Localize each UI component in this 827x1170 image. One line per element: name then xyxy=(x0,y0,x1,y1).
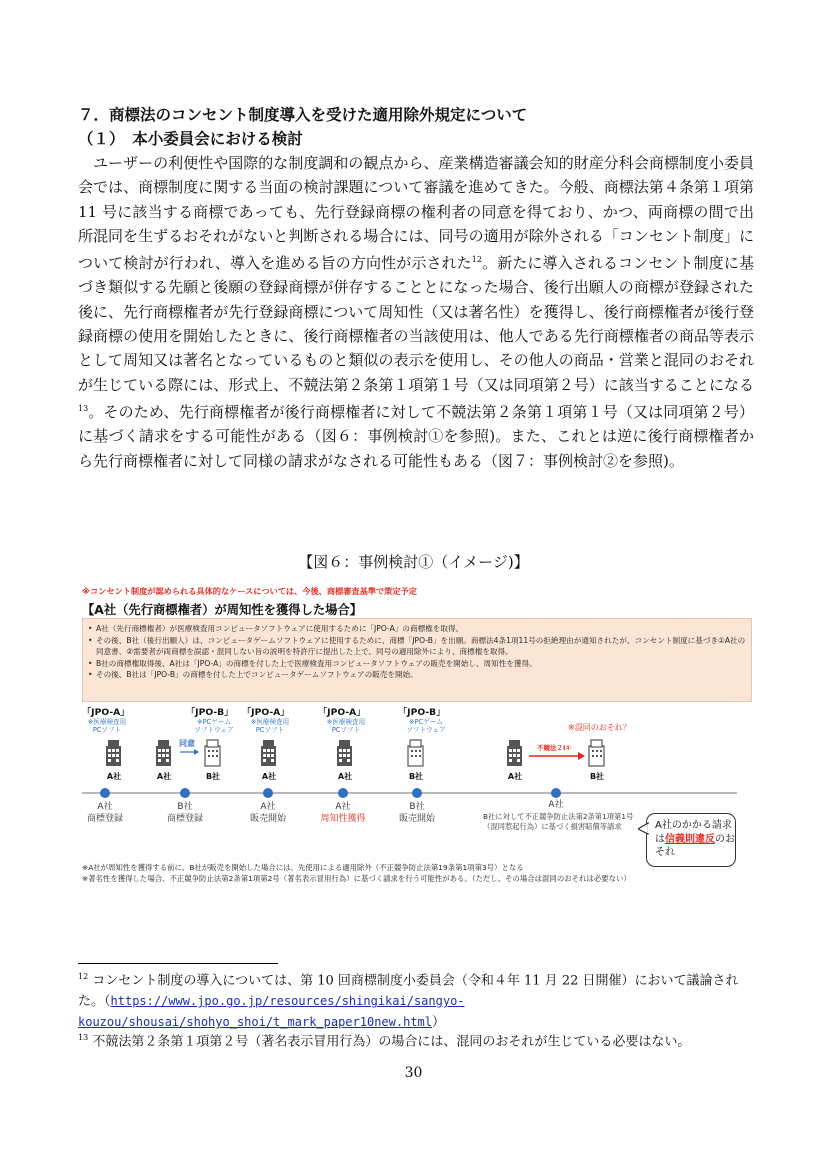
stage-event: 販売開始 xyxy=(249,813,286,824)
figure-heading: 【A社（先行商標権者）が周知性を獲得した場合】 xyxy=(82,603,363,617)
scenario-bullet: • A社（先行商標権者）が医療検査用コンピュータソフトウェアに使用するために「JPO-A」の商標権を取得。 xyxy=(96,623,751,635)
figure-top-note: ※コンセント制度が認められる具体的なケースについては、今後、商標審査基準で策定予定 xyxy=(82,586,417,596)
footnote-ref-13[interactable]: 13 xyxy=(78,403,89,413)
timeline-dot xyxy=(180,788,190,798)
timeline-stage xyxy=(314,802,372,825)
mark-label: 「JPO-A」 xyxy=(82,707,130,718)
footnote-number: 12 xyxy=(78,972,89,981)
mark-category: ソフトウェア xyxy=(406,726,446,735)
footnote-13 xyxy=(78,1028,754,1052)
scenario-bullet: • その後、B社（後行出願人）は、コンピュータゲームソフトウェアに使用するために、商標「JPO-B」を出願。商標法4条1項11号の拒絶理由が通知されたが、コンセント制度に基づき①A社の同意書、②需要者が両商標を誤認・混同しない旨の説明を特許庁に提出した上で、同号の適用除外により、商標権を取得。 xyxy=(96,635,751,658)
callout-emphasis: 信義則違反 xyxy=(665,833,715,845)
timeline-stage xyxy=(82,802,128,825)
mark-category: ※PCゲーム xyxy=(197,718,231,726)
mark-category: ※医療検査用 xyxy=(326,718,366,726)
mark-jpo-a-3 xyxy=(318,704,374,735)
figure-case-study xyxy=(82,582,750,898)
company-label: A社 xyxy=(337,772,353,781)
stage-event: 販売開始 xyxy=(398,813,435,824)
company-a-building-icon xyxy=(337,740,352,766)
figure-note: ※A社が周知性を獲得する前に、B社が販売を開始した場合には、先使用による適用除外（不正競争防止法第19条第1項第3号）となる xyxy=(82,863,524,872)
stage-company: A社 xyxy=(548,800,564,810)
footnote-number: 13 xyxy=(78,1033,89,1042)
body-text-2: 。新たに導入されるコンセント制度に基づき類似する先願と後願の登録商標が併存することとになった場合、後行出願人の商標が登録された後に、先行商標権者が先行登録商標について周知性（又は著名性）を獲得し、後行商標権者が後行登録商標の使用を開始したときに、後行商標権者の当該使用は、他人である先行商標権者の商品等表示として周知又は著名となっているものと類似の表示を使用し、その他人の商品・営業と混同のおそれが生じている際には、形式上、不競法第２条第１項第１号（又は同項第２号）に該当することになる xyxy=(78,254,754,394)
timeline-dot xyxy=(100,788,110,798)
body-paragraph xyxy=(78,151,754,473)
stage-event: 周知性獲得 xyxy=(320,813,366,824)
company-a-building-icon xyxy=(106,740,121,766)
company-a-building-icon xyxy=(507,740,522,766)
callout-bubble xyxy=(646,813,736,867)
timeline-dot xyxy=(263,788,273,798)
figure-note: ※著名性を獲得した場合、不正競争防止法第2条第1項第2号（著名表示冒用行為）に基づく請求を行う可能性がある。（ただし、その場合は混同のおそれは必要ない） xyxy=(82,874,631,883)
scenario-bullet: • その後、B社は「JPO-B」の商標を付した上でコンピュータゲームソフトウェアの販売を開始。 xyxy=(96,669,751,681)
mark-label: 「JPO-B」 xyxy=(186,707,234,718)
footnote-12 xyxy=(78,967,754,1033)
mark-label: 「JPO-A」 xyxy=(318,707,366,718)
mark-category: PCソフト xyxy=(255,726,285,735)
stage-company: A社 xyxy=(97,802,113,812)
company-label: A社 xyxy=(156,772,172,781)
mark-jpo-b-1 xyxy=(186,704,242,735)
scenario-box xyxy=(82,618,752,702)
company-label: B社 xyxy=(408,772,424,781)
company-a-building-icon xyxy=(156,740,171,766)
footnote-link[interactable]: https://www.jpo.go.jp/resources/shingikai/sangyo-kouzou/shousai/shohyo_shoi/t_mark_paper10new.html xyxy=(78,994,465,1030)
timeline-dot xyxy=(551,788,561,798)
mark-jpo-a-1 xyxy=(82,704,132,735)
mark-label: 「JPO-B」 xyxy=(398,707,446,718)
stage-company: A社 xyxy=(260,802,276,812)
stage-event: B社に対して不正競争防止法第2条第1項第1号（混同惹起行為）に基づく損害賠償等請求 xyxy=(483,812,634,831)
mark-category: ※医療検査用 xyxy=(250,718,290,726)
stage-company: B社 xyxy=(409,802,425,812)
mark-jpo-a-2 xyxy=(242,704,298,735)
footnote-ref-12[interactable]: 12 xyxy=(471,255,482,265)
callout-text: A社のかかる請求は xyxy=(655,820,732,845)
confusion-label: ※混同のおそれ？ xyxy=(568,723,631,732)
timeline-dot xyxy=(338,788,348,798)
stage-company: B社 xyxy=(177,802,193,812)
mark-category: ※PCゲーム xyxy=(409,718,443,726)
mark-label: 「JPO-A」 xyxy=(242,707,290,718)
footnote-divider xyxy=(78,963,278,964)
section-subtitle: （１） 本小委員会における検討 xyxy=(78,129,303,148)
mark-jpo-b-2 xyxy=(398,704,454,735)
timeline-stage xyxy=(162,802,208,825)
mark-category: ソフトウェア xyxy=(194,726,234,735)
scenario-bullet: • B社の商標権取得後、A社は「JPO-A」の商標を付した上で医療検査用コンピュータソフトウェアの販売を開始し、周知性を獲得。 xyxy=(96,658,751,670)
page-number: 30 xyxy=(404,1065,423,1081)
timeline-stage xyxy=(394,802,440,825)
timeline-dot xyxy=(412,788,422,798)
mark-category: PCソフト xyxy=(331,726,361,735)
company-b-building-icon xyxy=(205,740,220,766)
footnote-text: コンセント制度の導入については、第 10 回商標制度小委員会（令和４年 11 月 22 日開催）において議論された。（ xyxy=(78,973,739,1010)
company-label: B社 xyxy=(205,772,221,781)
company-a-building-icon xyxy=(261,740,276,766)
company-label: A社 xyxy=(261,772,277,781)
stage-company: A社 xyxy=(335,802,351,812)
company-label: A社 xyxy=(106,772,122,781)
stage-event: 商標登録 xyxy=(166,813,203,824)
body-text-3: 。そのため、先行商標権者が後行商標権者に対して不競法第２条第１項第１号（又は同項第２号）に基づく請求をする可能性がある（図６：事例検討①を参照)。また、これとは逆に後行商標権者から先行商標権者に対して同様の請求がなされる可能性もある（図７：事例検討②を参照)。 xyxy=(78,402,754,470)
company-b-building-icon xyxy=(589,740,604,766)
consent-label: 同意 xyxy=(179,739,195,748)
stage-event: 商標登録 xyxy=(86,813,123,824)
section-title: ７．商標法のコンセント制度導入を受けた適用除外規定について xyxy=(78,105,528,124)
mark-category: PCソフト xyxy=(92,726,122,735)
company-label: A社 xyxy=(507,772,523,781)
body-text-1: ユーザーの利便性や国際的な制度調和の観点から、産業構造審議会知的財産分科会商標制度小委員会では、商標制度に関する当面の検討課題について審議を進めてきた。今般、商標法第４条第１項第 11 号に該当する商標であっても、先行登録商標の権利者の同意を得ており、かつ、両商標の間で出所混同を生ずるおそれがないと判断される場合には、同号の適用が除外される「コンセント制度」について検討が行われ、導入を進める旨の方向性が示された xyxy=(78,154,754,273)
callout-tail xyxy=(638,822,650,836)
unfair-competition-arrow-label: 不競法２Ⅰ① xyxy=(537,744,571,752)
footnote-text: ） xyxy=(432,1015,446,1031)
footnote-text: 不競法第２条第１項第２号（著名表示冒用行為）の場合には、混同のおそれが生じている必要はない。 xyxy=(92,1034,691,1050)
company-b-building-icon xyxy=(408,740,423,766)
figure-title: 【図６：事例検討①（イメージ)】 xyxy=(298,553,529,571)
timeline-stage xyxy=(245,802,291,825)
company-label: B社 xyxy=(589,772,605,781)
callout-text: のおそれ xyxy=(655,833,735,858)
mark-category: ※医療検査用 xyxy=(87,718,127,726)
